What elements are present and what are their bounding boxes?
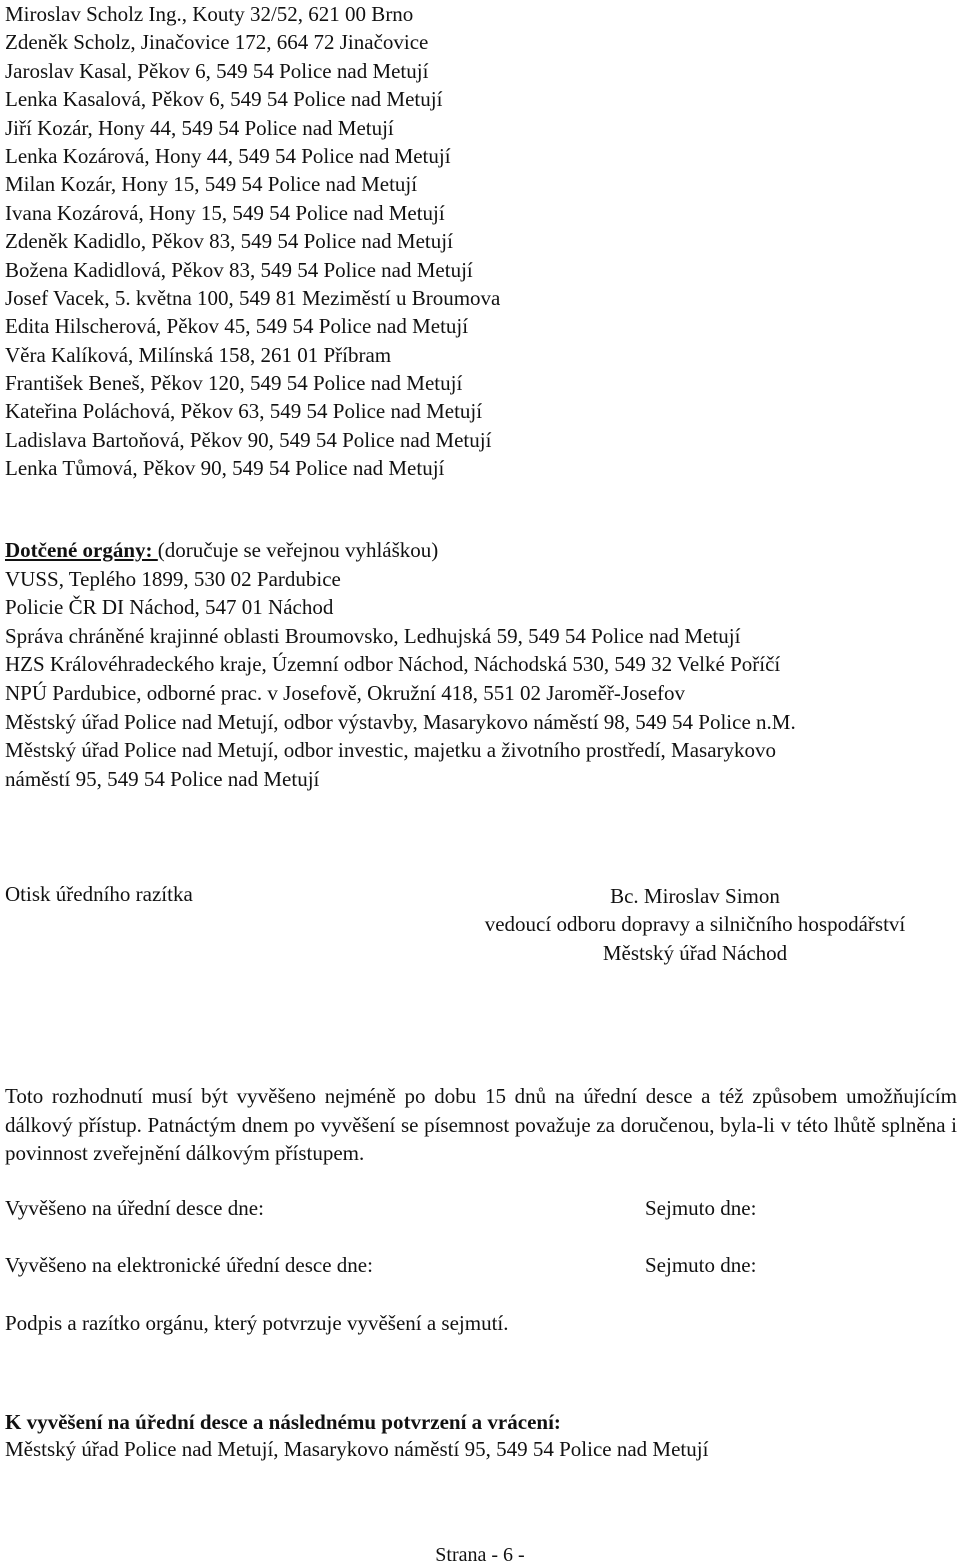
recipient-address: Zdeněk Kadidlo, Pěkov 83, 549 54 Police nad Metují (5, 229, 453, 254)
authority-address: HZS Královéhradeckého kraje, Územní odbor Náchod, Náchodská 530, 549 32 Velké Poříčí (5, 652, 781, 677)
authority-address: VUSS, Teplého 1899, 530 02 Pardubice (5, 566, 341, 591)
authority-address: náměstí 95, 549 54 Police nad Metují (5, 766, 320, 791)
recipient-address: Lenka Kozárová, Hony 44, 549 54 Police nad Metují (5, 143, 451, 168)
signature-block (445, 882, 945, 967)
official-board-removed-label: Sejmuto dne: (645, 1196, 757, 1220)
recipient-address: Kateřina Poláchová, Pěkov 63, 549 54 Police nad Metují (5, 399, 483, 424)
authorities-heading: Dotčené orgány: (5, 538, 158, 562)
recipient-address: Edita Hilscherová, Pěkov 45, 549 54 Police nad Metují (5, 314, 469, 339)
recipient-address: Lenka Kasalová, Pěkov 6, 549 54 Police nad Metují (5, 87, 443, 112)
recipient-address: Josef Vacek, 5. května 100, 549 81 Meziměstí u Broumova (5, 285, 501, 310)
recipient-address: Jiří Kozár, Hony 44, 549 54 Police nad Metují (5, 115, 394, 140)
return-title: K vyvěšení na úřední desce a následnému potvrzení a vrácení: (5, 1410, 561, 1434)
page-number: Strana - 6 - (435, 1544, 525, 1566)
return-section (5, 1409, 708, 1464)
signatory-name: Bc. Miroslav Simon (610, 884, 780, 908)
electronic-board-removed-label: Sejmuto dne: (645, 1253, 757, 1277)
official-board-posted-label: Vyvěšeno na úřední desce dne: (5, 1196, 264, 1220)
recipient-address: Jaroslav Kasal, Pěkov 6, 549 54 Police nad Metují (5, 58, 429, 83)
authority-address: NPÚ Pardubice, odborné prac. v Josefově, Okružní 418, 551 02 Jaroměř-Josefov (5, 680, 686, 705)
recipient-address: Miroslav Scholz Ing., Kouty 32/52, 621 00 Brno (5, 2, 414, 26)
recipient-address: Ladislava Bartoňová, Pěkov 90, 549 54 Police nad Metují (5, 427, 492, 452)
recipient-address: František Beneš, Pěkov 120, 549 54 Police nad Metují (5, 371, 463, 396)
authorities-section (5, 536, 796, 793)
electronic-board-posted-label: Vyvěšeno na elektronické úřední desce dne: (5, 1253, 373, 1277)
recipient-address: Lenka Tůmová, Pěkov 90, 549 54 Police nad Metují (5, 456, 445, 481)
signatory-position: vedoucí odboru dopravy a silničního hospodářství (484, 912, 906, 937)
return-address: Městský úřad Police nad Metují, Masarykovo náměstí 95, 549 54 Police nad Metují (5, 1437, 709, 1462)
signatory-office: Městský úřad Náchod (602, 940, 788, 965)
recipient-address: Věra Kalíková, Milínská 158, 261 01 Příbram (5, 342, 392, 367)
authorities-heading-note: (doručuje se veřejnou vyhláškou) (157, 538, 439, 562)
recipient-address: Zdeněk Scholz, Jinačovice 172, 664 72 Jinačovice (5, 30, 429, 55)
authorities-heading-line (5, 536, 796, 565)
signature-note: Podpis a razítko orgánu, který potvrzuje vyvěšení a sejmutí. (5, 1311, 509, 1335)
recipient-address: Milan Kozár, Hony 15, 549 54 Police nad Metují (5, 172, 418, 197)
stamp-label: Otisk úředního razítka (5, 882, 193, 906)
authority-address: Správa chráněné krajinné oblasti Broumovsko, Ledhujská 59, 549 54 Police nad Metují (5, 623, 741, 648)
posting-notice: Toto rozhodnutí musí být vyvěšeno nejméně po dobu 15 dnů na úřední desce a též způsobem umožňujícím dálkový přístup. Patnáctým dnem po vyvěšení se písemnost považuje za doručenou, byla-li v této lhůtě splněna i povinnost zveřejnění dálkovým přístupem. (5, 1084, 957, 1166)
authority-address: Policie ČR DI Náchod, 547 01 Náchod (5, 595, 334, 620)
authority-address: Městský úřad Police nad Metují, odbor investic, majetku a životního prostředí, Masarykovo (5, 738, 777, 763)
recipient-address: Božena Kadidlová, Pěkov 83, 549 54 Police nad Metují (5, 257, 473, 282)
authority-address: Městský úřad Police nad Metují, odbor výstavby, Masarykovo náměstí 98, 549 54 Police n.M. (5, 709, 796, 734)
recipient-list (5, 0, 500, 483)
recipient-address: Ivana Kozárová, Hony 15, 549 54 Police nad Metují (5, 200, 445, 225)
